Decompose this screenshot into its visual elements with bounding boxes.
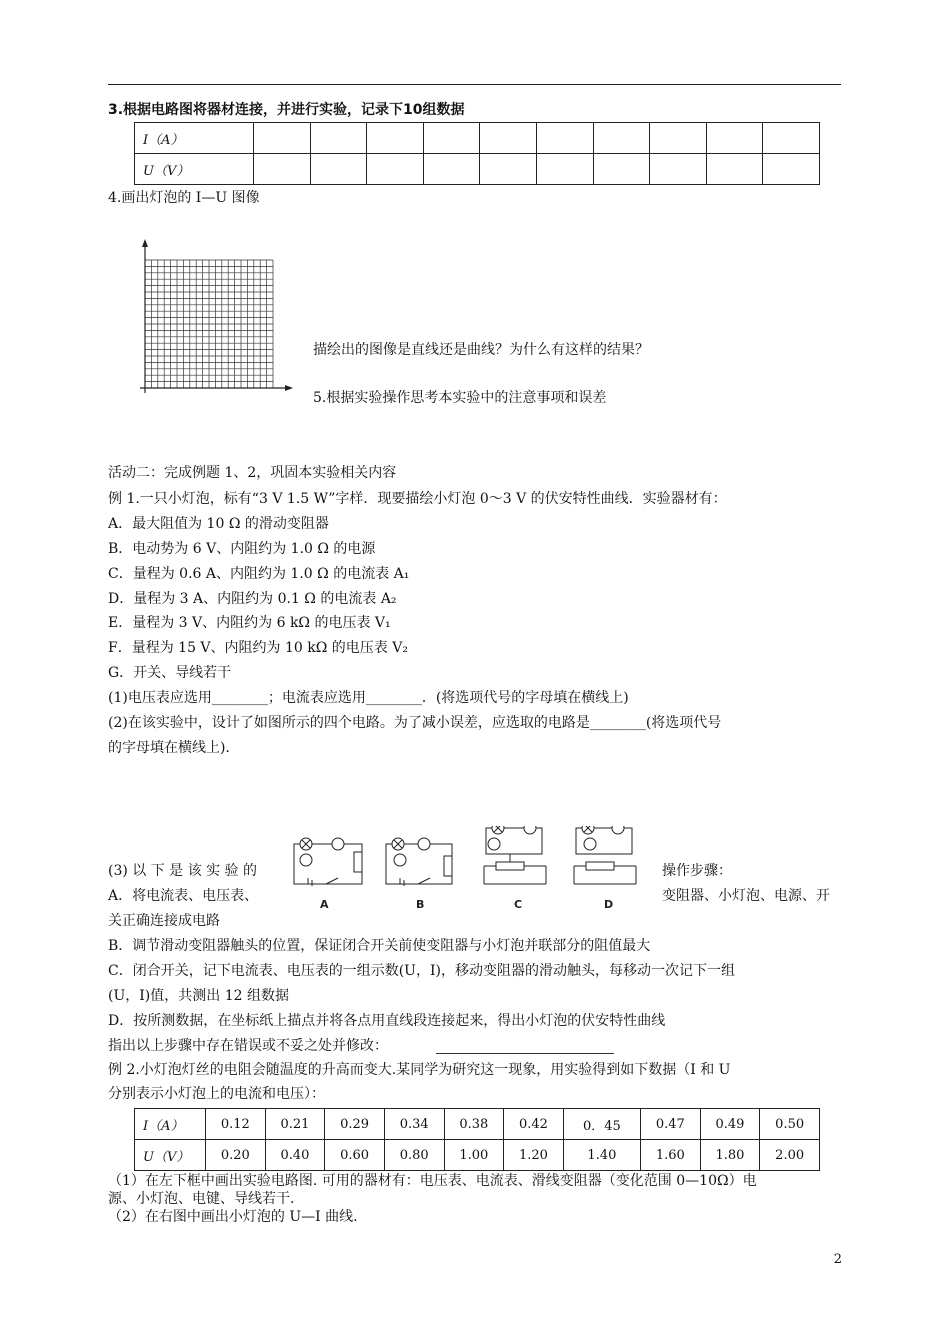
circuit-a bbox=[294, 838, 362, 886]
option-g: G．开关、导线若干 bbox=[108, 665, 232, 681]
data-table-2 bbox=[134, 1108, 820, 1171]
data-table-1 bbox=[134, 122, 820, 185]
table2-cell: 0.29 bbox=[325, 1109, 385, 1140]
graph-question: 描绘出的图像是直线还是曲线？为什么有这样的结果？ bbox=[313, 342, 649, 358]
circuit-d bbox=[574, 826, 636, 884]
table2-cell: 1.40 bbox=[563, 1140, 640, 1171]
graph-paper bbox=[125, 238, 295, 398]
x-axis-arrow-icon bbox=[285, 385, 293, 391]
part2: （2）在右图中画出小灯泡的 U—I 曲线. bbox=[108, 1209, 358, 1225]
table2-cell: 0.60 bbox=[325, 1140, 385, 1171]
table2-cell: 0.49 bbox=[700, 1109, 760, 1140]
option-c: C．量程为 0.6 A、内阻约为 1.0 Ω 的电流表 A₁ bbox=[108, 566, 410, 582]
step-d: D．按所测数据，在坐标纸上描点并将各点用直线段连接起来，得出小灯泡的伏安特性曲线 bbox=[108, 1013, 666, 1029]
table2-cell: 0.40 bbox=[265, 1140, 325, 1171]
step-a-right: 变阻器、小灯泡、电源、开 bbox=[662, 888, 830, 904]
option-e: E．量程为 3 V、内阻约为 6 kΩ 的电压表 V₁ bbox=[108, 615, 391, 631]
step-c-line2: (U，I)值，共测出 12 组数据 bbox=[108, 988, 289, 1004]
table2-cell: 0．45 bbox=[563, 1109, 640, 1140]
option-d: D．量程为 3 A、内阻约为 0.1 Ω 的电流表 A₂ bbox=[108, 591, 397, 607]
table2-cell: 0.42 bbox=[504, 1109, 564, 1140]
table2-cell: 0.80 bbox=[384, 1140, 444, 1171]
fix-answer-line bbox=[436, 1053, 614, 1054]
table2-row2-label: U（V） bbox=[135, 1140, 206, 1171]
step-a-left: A．将电流表、电压表、 bbox=[108, 888, 259, 904]
question3-left: (3) 以 下 是 该 实 验 的 bbox=[108, 863, 257, 879]
table2-cell: 1.60 bbox=[641, 1140, 701, 1171]
page-number: 2 bbox=[833, 1252, 842, 1267]
table2-cell: 1.80 bbox=[700, 1140, 760, 1171]
table2-cell: 0.21 bbox=[265, 1109, 325, 1140]
table2-cell: 0.38 bbox=[444, 1109, 504, 1140]
table2-cell: 0.12 bbox=[206, 1109, 266, 1140]
table1-row1-label: I（A） bbox=[135, 123, 254, 154]
table1-row2-label: U（V） bbox=[135, 154, 254, 185]
table2-cell: 0.20 bbox=[206, 1140, 266, 1171]
table2-cell: 1.20 bbox=[504, 1140, 564, 1171]
example2-line1: 例 2.小灯泡灯丝的电阻会随温度的升高而变大.某同学为研究这一现象，用实验得到如下数据（I 和 U bbox=[108, 1062, 731, 1078]
circuit-c bbox=[484, 826, 546, 884]
step-c-line1: C．闭合开关，记下电流表、电压表的一组示数(U，I)，移动变阻器的滑动触头，每移动一次记下一组 bbox=[108, 963, 735, 979]
circuit-b bbox=[386, 838, 452, 886]
step-a-cont: 关正确连接成电路 bbox=[108, 913, 220, 929]
table2-cell: 0.50 bbox=[760, 1109, 820, 1140]
table2-row1-label: I（A） bbox=[135, 1109, 206, 1140]
step-b: B．调节滑动变阻器触头的位置，保证闭合开关前使变阻器与小灯泡并联部分的阻值最大 bbox=[108, 938, 651, 954]
step5-text: 5.根据实验操作思考本实验中的注意事项和误差 bbox=[313, 390, 607, 406]
option-a: A．最大阻值为 10 Ω 的滑动变阻器 bbox=[108, 516, 329, 532]
step3-text: 3.根据电路图将器材连接，并进行实验，记录下10组数据 bbox=[108, 102, 465, 118]
header-rule bbox=[108, 84, 841, 85]
circuit-diagrams bbox=[288, 826, 656, 912]
table2-cell: 0.34 bbox=[384, 1109, 444, 1140]
option-f: F．量程为 15 V、内阻约为 10 kΩ 的电压表 V₂ bbox=[108, 640, 408, 656]
question1: (1)电压表应选用________；电流表应选用________．(将选项代号的字母填在横线上) bbox=[108, 690, 629, 706]
part1-line1: （1）在左下框中画出实验电路图. 可用的器材有：电压表、电流表、滑线变阻器（变化范围 0—10Ω）电 bbox=[108, 1173, 757, 1189]
table2-cell: 2.00 bbox=[760, 1140, 820, 1171]
part1-line2: 源、小灯泡、电键、导线若干. bbox=[108, 1191, 295, 1207]
question2-line2: 的字母填在横线上)． bbox=[108, 740, 240, 756]
question2-line1: (2)在该实验中，设计了如图所示的四个电路。为了减小误差，应选取的电路是________(将选项代号 bbox=[108, 715, 722, 731]
step4-text: 4.画出灯泡的 I—U 图像 bbox=[108, 190, 260, 206]
table2-cell: 0.47 bbox=[641, 1109, 701, 1140]
option-b: B．电动势为 6 V、内阻约为 1.0 Ω 的电源 bbox=[108, 541, 376, 557]
table2-cell: 1.00 bbox=[444, 1140, 504, 1171]
y-axis-arrow-icon bbox=[142, 239, 148, 247]
activity2-text: 活动二：完成例题 1、2，巩固本实验相关内容 bbox=[108, 465, 397, 481]
fix-prompt: 指出以上步骤中存在错误或不妥之处并修改： bbox=[108, 1038, 388, 1054]
circuit-label-c: C bbox=[514, 898, 523, 911]
circuit-label-d: D bbox=[604, 898, 614, 911]
circuit-label-a: A bbox=[320, 898, 329, 911]
example1-text: 例 1.一只小灯泡，标有“3 V 1.5 W”字样．现要描绘小灯泡 0～3 V 的伏安特性曲线．实验器材有： bbox=[108, 491, 727, 507]
circuit-label-b: B bbox=[416, 898, 425, 911]
question3-right: 操作步骤： bbox=[662, 863, 732, 879]
example2-line2: 分别表示小灯泡上的电流和电压）： bbox=[108, 1086, 325, 1102]
